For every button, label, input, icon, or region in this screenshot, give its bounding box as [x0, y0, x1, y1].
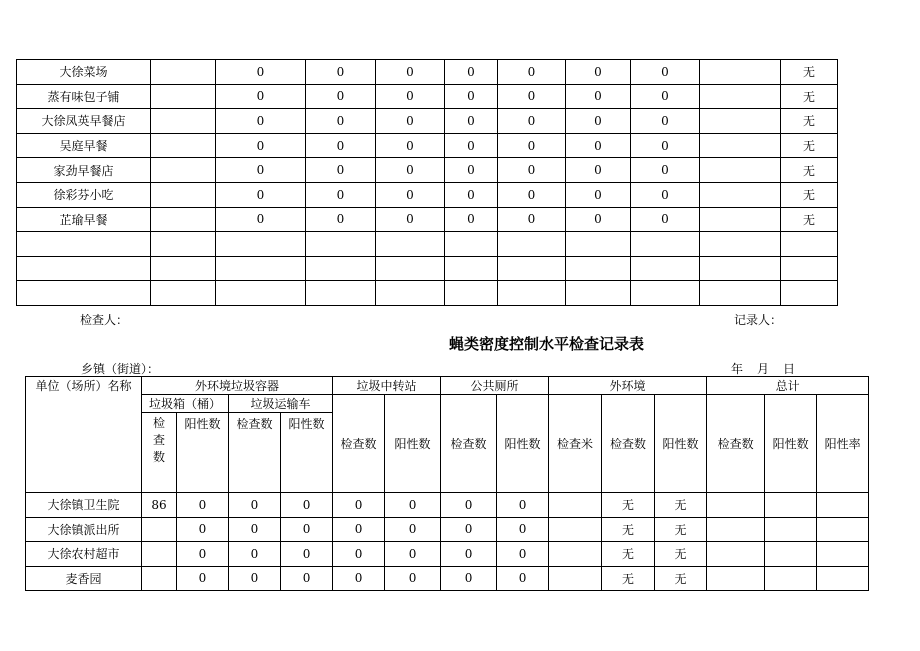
value-cell: 0	[306, 133, 376, 158]
value-cell: 0	[376, 109, 445, 134]
value-cell: 0	[281, 493, 333, 518]
value-cell	[631, 232, 700, 257]
value-cell	[306, 256, 376, 281]
value-cell: 0	[631, 84, 700, 109]
value-cell	[306, 281, 376, 306]
value-cell	[781, 256, 838, 281]
value-cell: 0	[229, 493, 281, 518]
table-row	[17, 158, 838, 183]
value-cell: 0	[631, 182, 700, 207]
value-cell: 0	[445, 207, 498, 232]
value-cell	[142, 517, 177, 542]
value-cell: 0	[216, 182, 306, 207]
value-cell: 0	[306, 109, 376, 134]
value-cell: 0	[229, 542, 281, 567]
recorder-label: 记录人：	[734, 313, 783, 327]
table-row	[17, 281, 838, 306]
unit-name-cell: 大徐镇卫生院	[26, 493, 142, 518]
value-cell: 0	[177, 566, 229, 591]
value-cell	[707, 493, 765, 518]
value-cell: 0	[333, 566, 385, 591]
header-total-check: 检查数	[707, 395, 765, 493]
value-cell: 0	[216, 207, 306, 232]
value-cell: 无	[602, 542, 655, 567]
unit-name-cell: 芷瑜早餐	[17, 207, 151, 232]
value-cell: 0	[441, 566, 497, 591]
header-bin-check-char-1: 检	[152, 416, 165, 430]
value-cell	[445, 232, 498, 257]
value-cell	[549, 566, 602, 591]
value-cell	[216, 232, 306, 257]
value-cell	[376, 281, 445, 306]
value-cell: 0	[566, 158, 631, 183]
value-cell: 0	[566, 84, 631, 109]
header-truck-positive: 阳性数	[281, 413, 333, 493]
value-cell	[817, 493, 869, 518]
value-cell	[566, 256, 631, 281]
header-bin-check	[142, 413, 177, 493]
value-cell	[566, 281, 631, 306]
header-toilet-positive: 阳性数	[497, 395, 549, 493]
unit-name-cell: 大徐菜场	[17, 60, 151, 85]
value-cell: 0	[216, 84, 306, 109]
value-cell: 0	[376, 207, 445, 232]
value-cell	[445, 256, 498, 281]
table-row	[17, 84, 838, 109]
value-cell: 0	[229, 566, 281, 591]
table-1-body	[17, 60, 838, 306]
value-cell: 0	[498, 133, 566, 158]
header-outdoor: 外环境	[549, 377, 707, 395]
value-cell: 0	[216, 109, 306, 134]
value-cell: 0	[631, 60, 700, 85]
value-cell	[445, 281, 498, 306]
header-outdoor-container: 外环境垃圾容器	[142, 377, 333, 395]
date-year: 年	[731, 362, 744, 376]
value-cell	[700, 158, 781, 183]
header-bin-check-char-2: 查	[152, 433, 165, 447]
value-cell: 无	[781, 158, 838, 183]
table-row	[17, 182, 838, 207]
value-cell	[700, 281, 781, 306]
header-garbage-truck: 垃圾运输车	[229, 395, 333, 413]
value-cell: 0	[333, 517, 385, 542]
value-cell	[151, 109, 216, 134]
unit-name-cell: 大徐农村超市	[26, 542, 142, 567]
value-cell	[700, 232, 781, 257]
value-cell: 无	[781, 109, 838, 134]
value-cell: 86	[142, 493, 177, 518]
value-cell: 0	[445, 84, 498, 109]
value-cell: 0	[497, 493, 549, 518]
table-row	[17, 232, 838, 257]
value-cell	[498, 232, 566, 257]
value-cell	[498, 281, 566, 306]
value-cell	[707, 517, 765, 542]
unit-name-cell: 麦香园	[26, 566, 142, 591]
value-cell: 0	[631, 109, 700, 134]
value-cell: 0	[441, 542, 497, 567]
value-cell: 0	[376, 84, 445, 109]
value-cell	[376, 256, 445, 281]
value-cell: 0	[385, 542, 441, 567]
table-row	[26, 542, 869, 567]
value-cell: 0	[631, 158, 700, 183]
value-cell: 0	[177, 542, 229, 567]
value-cell	[700, 182, 781, 207]
header-outdoor-check: 检查数	[602, 395, 655, 493]
value-cell	[781, 232, 838, 257]
table-row	[17, 109, 838, 134]
value-cell	[549, 517, 602, 542]
value-cell: 0	[306, 84, 376, 109]
value-cell: 0	[281, 566, 333, 591]
value-cell	[817, 542, 869, 567]
value-cell: 0	[497, 566, 549, 591]
value-cell: 0	[631, 133, 700, 158]
value-cell	[151, 158, 216, 183]
unit-name-cell	[17, 232, 151, 257]
value-cell	[700, 109, 781, 134]
unit-name-cell: 大徐镇派出所	[26, 517, 142, 542]
header-bin-positive: 阳性数	[177, 413, 229, 493]
value-cell	[781, 281, 838, 306]
value-cell: 0	[566, 109, 631, 134]
value-cell: 无	[781, 84, 838, 109]
table-row	[17, 133, 838, 158]
inspector-label: 检查人：	[80, 313, 129, 327]
value-cell	[765, 566, 817, 591]
table-2-body	[26, 377, 869, 591]
value-cell: 0	[306, 60, 376, 85]
header-total-rate: 阳性率	[817, 395, 869, 493]
value-cell	[700, 207, 781, 232]
table-row	[17, 60, 838, 85]
value-cell: 0	[306, 207, 376, 232]
value-cell	[151, 281, 216, 306]
value-cell: 0	[445, 60, 498, 85]
value-cell: 0	[306, 182, 376, 207]
table-row	[17, 207, 838, 232]
form-title: 蝇类密度控制水平检查记录表	[449, 335, 645, 353]
value-cell: 0	[445, 133, 498, 158]
value-cell: 无	[781, 207, 838, 232]
value-cell	[817, 566, 869, 591]
value-cell: 无	[602, 493, 655, 518]
table-row	[26, 566, 869, 591]
value-cell	[306, 232, 376, 257]
value-cell: 0	[216, 60, 306, 85]
value-cell: 0	[497, 542, 549, 567]
table-row	[26, 493, 869, 518]
value-cell: 0	[333, 493, 385, 518]
value-cell: 无	[781, 133, 838, 158]
value-cell: 无	[655, 517, 707, 542]
value-cell	[151, 256, 216, 281]
value-cell	[151, 133, 216, 158]
value-cell: 0	[498, 207, 566, 232]
header-bin-check-char-3: 数	[152, 450, 165, 464]
value-cell	[765, 493, 817, 518]
value-cell	[151, 207, 216, 232]
value-cell: 0	[385, 493, 441, 518]
value-cell	[151, 60, 216, 85]
value-cell	[498, 256, 566, 281]
header-toilet-check: 检查数	[441, 395, 497, 493]
value-cell: 0	[333, 542, 385, 567]
value-cell: 0	[376, 60, 445, 85]
value-cell: 无	[602, 566, 655, 591]
value-cell: 0	[566, 207, 631, 232]
value-cell: 0	[306, 158, 376, 183]
value-cell: 0	[376, 182, 445, 207]
unit-name-cell: 蒸有味包子铺	[17, 84, 151, 109]
value-cell: 0	[177, 493, 229, 518]
value-cell: 无	[655, 493, 707, 518]
value-cell: 0	[498, 182, 566, 207]
date-day: 日	[783, 362, 796, 376]
value-cell: 无	[655, 542, 707, 567]
value-cell	[151, 84, 216, 109]
unit-name-cell	[17, 256, 151, 281]
value-cell	[700, 84, 781, 109]
value-cell: 0	[498, 84, 566, 109]
inspection-table-2	[25, 376, 869, 591]
value-cell: 0	[498, 60, 566, 85]
date-month: 月	[757, 362, 770, 376]
value-cell	[142, 566, 177, 591]
value-cell: 0	[177, 517, 229, 542]
township-label: 乡镇（街道）：	[81, 362, 160, 376]
unit-name-cell: 家劲早餐店	[17, 158, 151, 183]
value-cell: 0	[631, 207, 700, 232]
value-cell	[700, 133, 781, 158]
value-cell	[216, 256, 306, 281]
table-row	[17, 256, 838, 281]
value-cell: 0	[441, 493, 497, 518]
value-cell	[707, 542, 765, 567]
value-cell: 0	[216, 133, 306, 158]
value-cell	[566, 232, 631, 257]
value-cell	[549, 542, 602, 567]
value-cell: 0	[445, 158, 498, 183]
value-cell: 0	[385, 566, 441, 591]
value-cell	[376, 232, 445, 257]
header-total: 总计	[707, 377, 869, 395]
value-cell	[631, 281, 700, 306]
value-cell	[631, 256, 700, 281]
value-cell	[765, 542, 817, 567]
value-cell	[151, 182, 216, 207]
value-cell: 0	[498, 158, 566, 183]
value-cell	[700, 256, 781, 281]
header-unit: 单位（场所）名称	[26, 377, 142, 493]
value-cell: 无	[602, 517, 655, 542]
value-cell: 0	[498, 109, 566, 134]
header-public-toilet: 公共厕所	[441, 377, 549, 395]
value-cell	[707, 566, 765, 591]
value-cell: 0	[445, 109, 498, 134]
header-transfer-station: 垃圾中转站	[333, 377, 441, 395]
value-cell: 0	[281, 517, 333, 542]
unit-name-cell	[17, 281, 151, 306]
value-cell: 0	[376, 158, 445, 183]
unit-name-cell: 吴庭早餐	[17, 133, 151, 158]
value-cell: 0	[566, 133, 631, 158]
header-garbage-bin: 垃圾箱（桶）	[142, 395, 229, 413]
value-cell: 0	[566, 60, 631, 85]
unit-name-cell: 徐彩芬小吃	[17, 182, 151, 207]
value-cell: 0	[229, 517, 281, 542]
header-total-positive: 阳性数	[765, 395, 817, 493]
value-cell: 0	[385, 517, 441, 542]
value-cell: 0	[376, 133, 445, 158]
value-cell: 无	[655, 566, 707, 591]
value-cell	[549, 493, 602, 518]
header-truck-check: 检查数	[229, 413, 281, 493]
value-cell: 0	[216, 158, 306, 183]
header-outdoor-positive: 阳性数	[655, 395, 707, 493]
value-cell: 无	[781, 182, 838, 207]
value-cell	[700, 60, 781, 85]
header-outdoor-meters: 检查米	[549, 395, 602, 493]
value-cell: 0	[441, 517, 497, 542]
value-cell: 0	[497, 517, 549, 542]
unit-name-cell: 大徐凤英早餐店	[17, 109, 151, 134]
value-cell	[765, 517, 817, 542]
value-cell: 0	[566, 182, 631, 207]
header-transfer-check: 检查数	[333, 395, 385, 493]
value-cell	[151, 232, 216, 257]
inspection-table-1	[16, 59, 838, 306]
value-cell: 0	[281, 542, 333, 567]
value-cell	[142, 542, 177, 567]
value-cell	[216, 281, 306, 306]
value-cell: 0	[445, 182, 498, 207]
header-transfer-positive: 阳性数	[385, 395, 441, 493]
table-row	[26, 517, 869, 542]
value-cell: 无	[781, 60, 838, 85]
value-cell	[817, 517, 869, 542]
